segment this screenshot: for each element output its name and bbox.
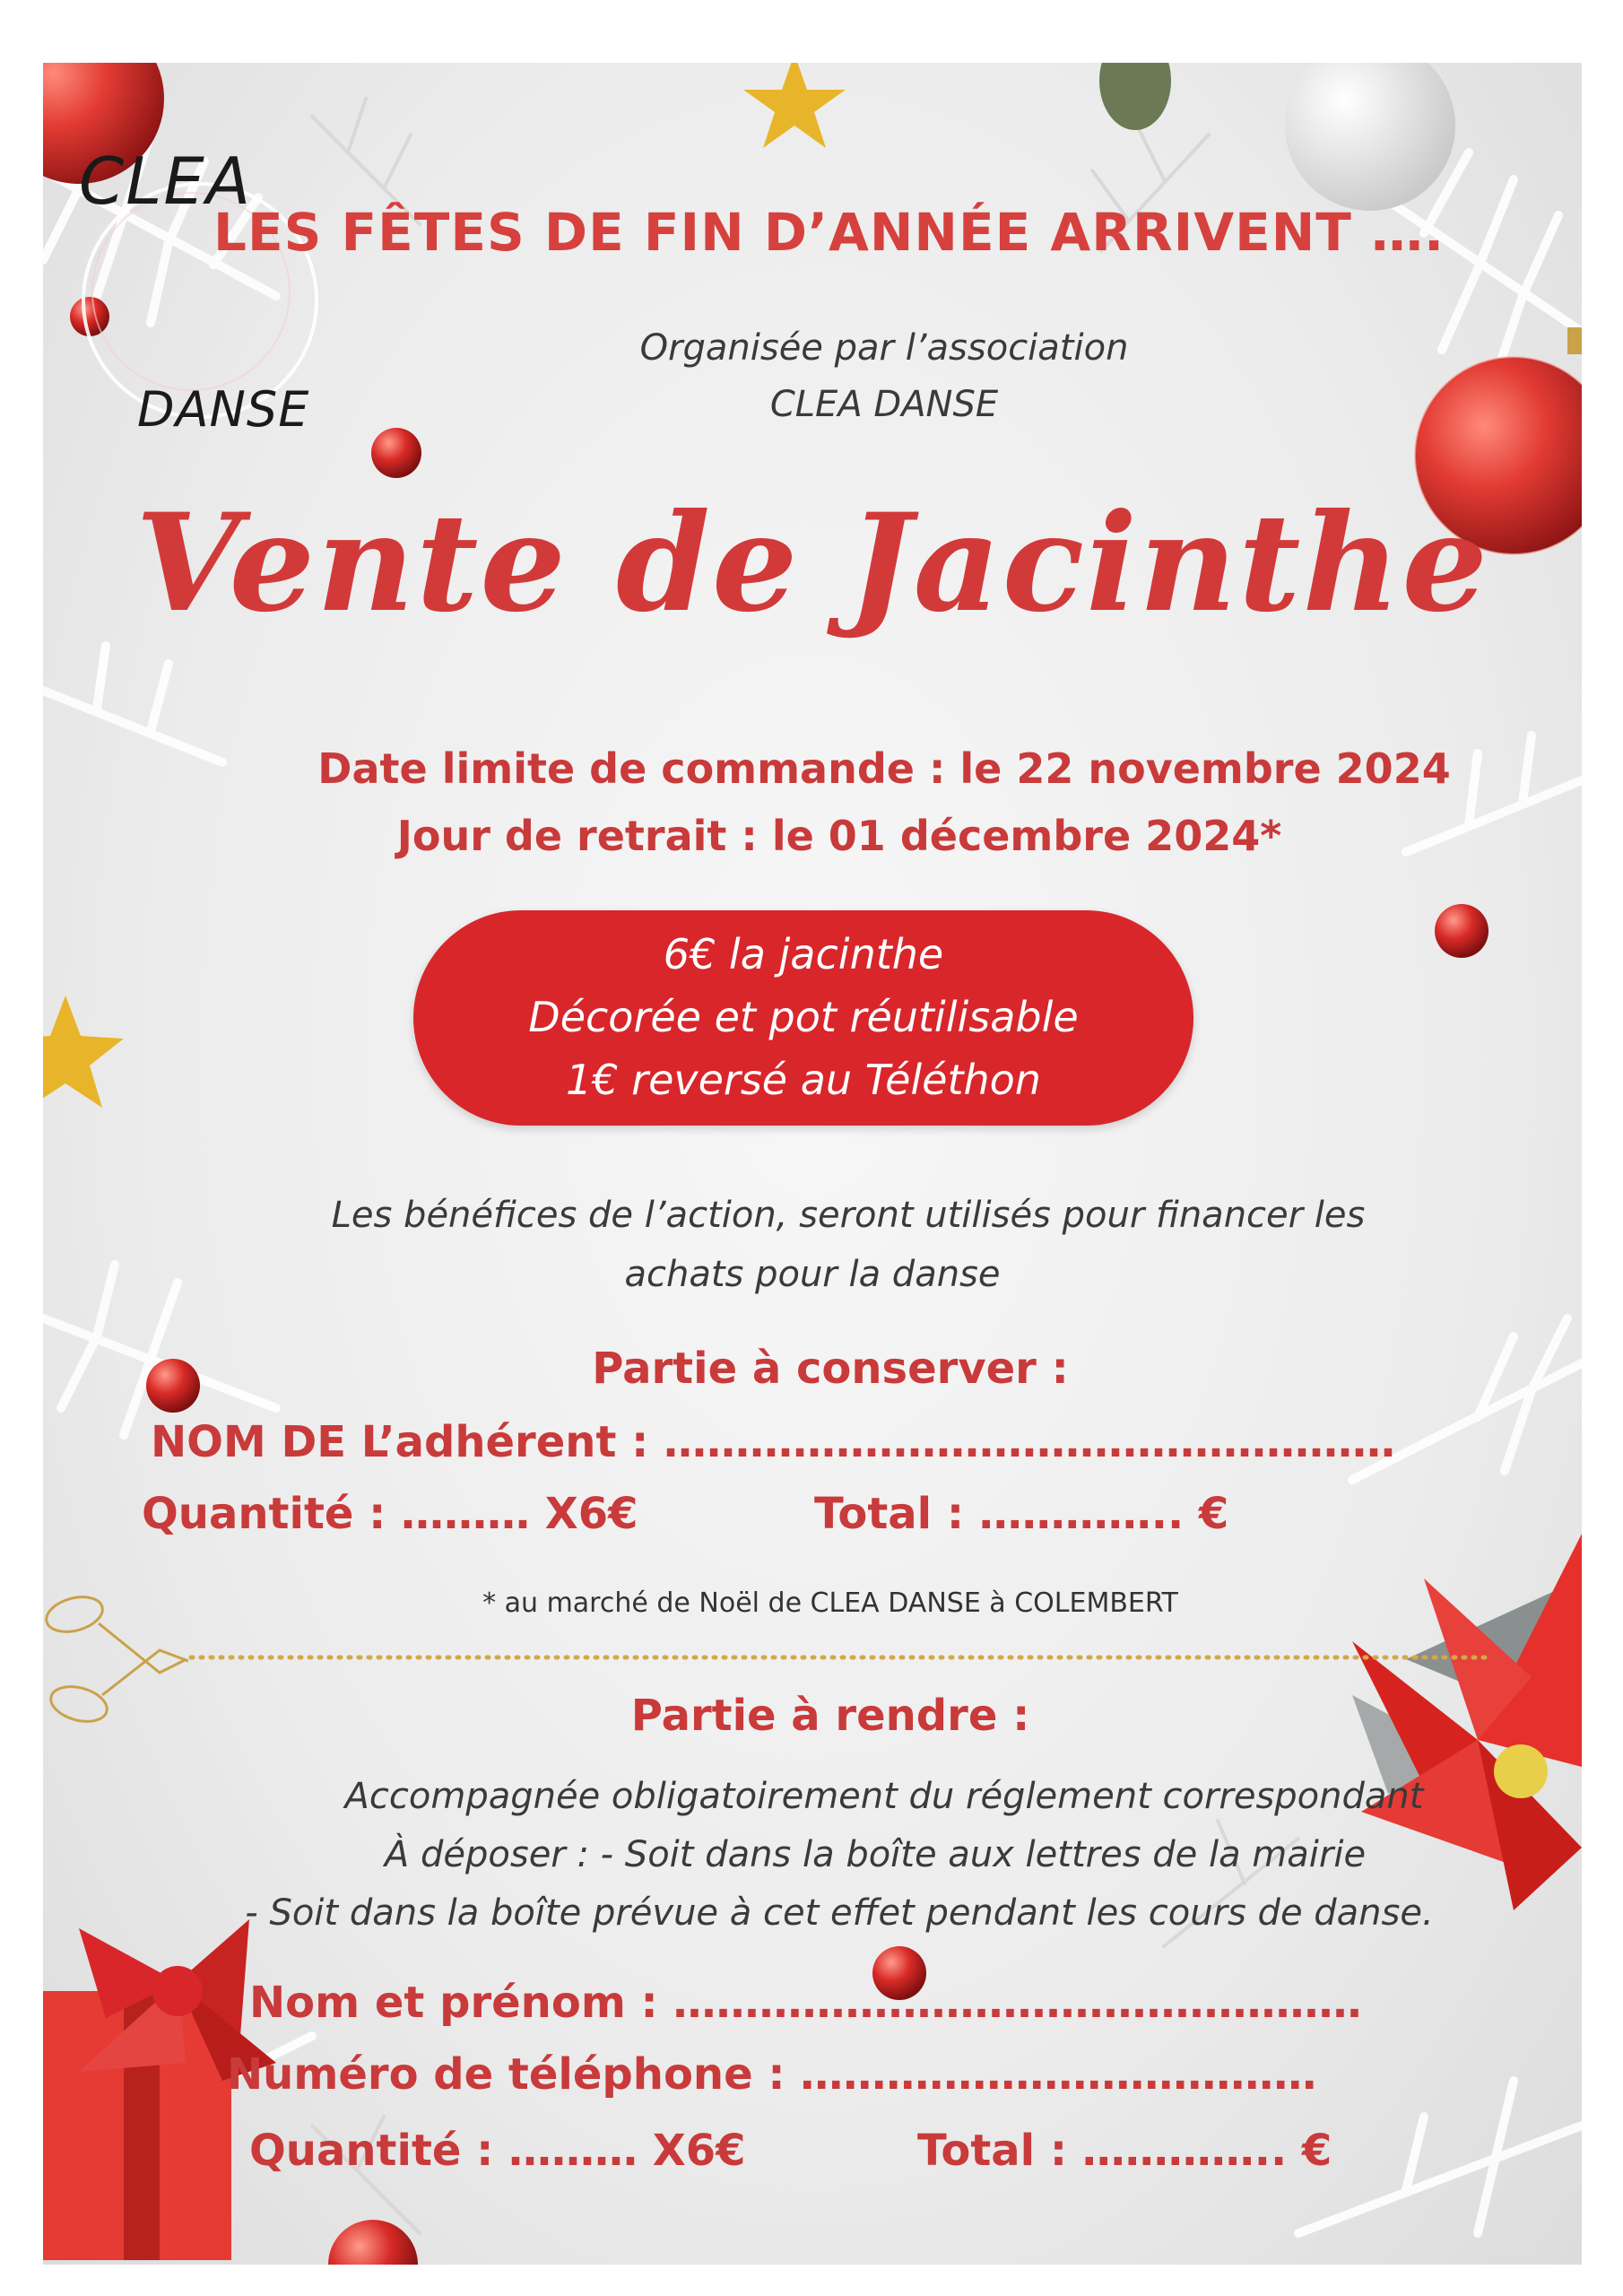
pickup-day: Jour de retrait : le 01 décembre 2024* <box>396 812 1282 860</box>
keep-quantity-field: Quantité : ……… X6€ <box>142 1489 638 1539</box>
return-instruction-3: - Soit dans la boîte prévue à cet effet pendant les cours de danse. <box>245 1892 1434 1934</box>
logo-text-clea: CLEA <box>79 144 253 219</box>
benefits-line-1: Les bénéfices de l’action, seront utilisés pour financer les <box>331 1195 1366 1236</box>
return-section-title: Partie à rendre : <box>630 1691 1030 1741</box>
keep-total-field: Total : ………….. € <box>814 1489 1229 1539</box>
footnote: * au marché de Noël de CLEA DANSE à COLEMBERT <box>482 1587 1178 1619</box>
return-name-field: Nom et prénom : ………………………………………… <box>249 1978 1362 2028</box>
keep-name-field: NOM DE L’adhérent : …………………………………………… <box>151 1417 1396 1467</box>
price-badge <box>413 910 1193 1126</box>
logo-text-danse: DANSE <box>137 381 310 438</box>
keep-section-title: Partie à conserver : <box>592 1344 1069 1394</box>
gold-star-icon <box>43 996 124 1108</box>
price-line: 6€ la jacinthe <box>663 930 944 978</box>
return-instruction-2: À déposer : - Soit dans la boîte aux lettres de la mairie <box>384 1834 1367 1875</box>
benefits-line-2: achats pour la danse <box>624 1254 1001 1295</box>
page-title: Vente de Jacinthe <box>135 484 1489 642</box>
headline: LES FÊTES DE FIN D’ANNÉE ARRIVENT …. <box>213 202 1445 263</box>
organizer-line-1: Organisée par l’association <box>639 327 1129 369</box>
flyer-sheet <box>43 63 1582 2265</box>
return-total-field: Total : ………….. € <box>917 2126 1332 2176</box>
return-instruction-1: Accompagnée obligatoirement du réglement correspondant <box>344 1776 1424 1817</box>
telethon-line: 1€ reversé au Téléthon <box>566 1056 1041 1104</box>
organizer-line-2: CLEA DANSE <box>769 384 999 425</box>
return-quantity-field: Quantité : ……… X6€ <box>249 2126 746 2176</box>
order-deadline: Date limite de commande : le 22 novembre 2024 <box>317 744 1451 793</box>
return-phone-field: Numéro de téléphone : ……………………………… <box>227 2049 1317 2100</box>
decor-line: Décorée et pot réutilisable <box>528 993 1079 1041</box>
gold-star-icon <box>743 63 846 148</box>
